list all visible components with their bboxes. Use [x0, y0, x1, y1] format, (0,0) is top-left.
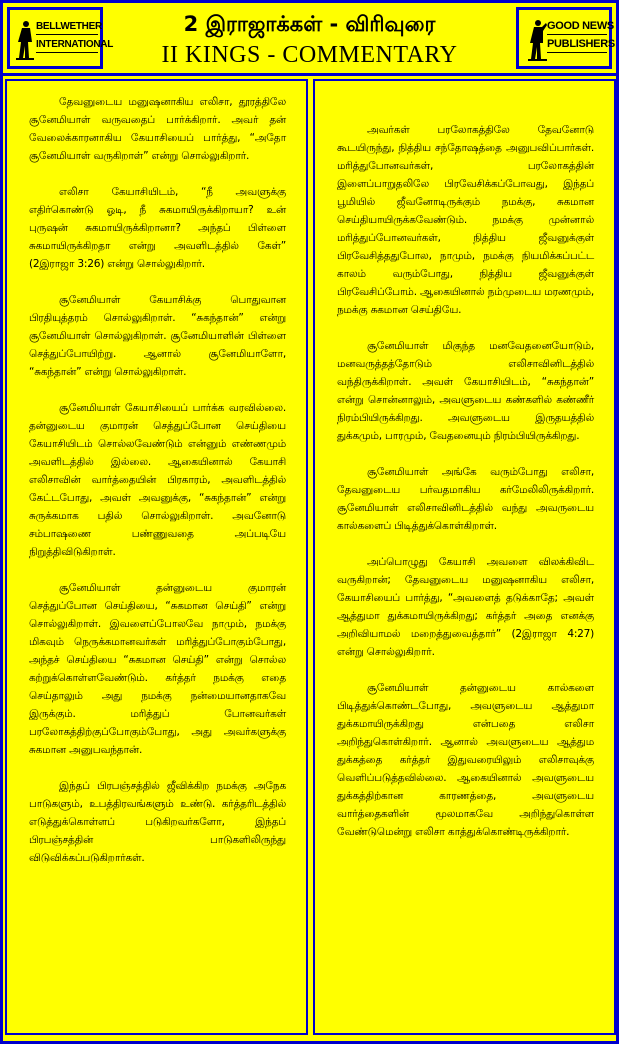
paragraph: தேவனுடைய மனுஷனாகிய எலிசா, தூரத்திலே சூனேமியாள் வருவதைப் பார்க்கிறார். அவர் தன் வேலைக்காரனாகிய கேயாசியைப் பார்த்து, “அதோ சூனேமியாள் வருகிறாள்” என்று சொல்லுகிறார். [29, 96, 286, 162]
logo-line-2: INTERNATIONAL [36, 38, 98, 53]
paragraph: சூனேமியாள் அங்கே வரும்போது எலிசா, தேவனுடைய பர்வதமாகிய கர்மேலிலிருக்கிறார். சூனேமியாள் எலிசாவினிடத்தில் வந்து அவருடைய கால்களைப் பிடித்துக்கொள்கிறாள். [337, 466, 594, 532]
right-column [313, 79, 616, 1035]
logo-line-1: BELLWETHER [36, 20, 98, 35]
paragraph: சூனேமியாள் தன்னுடைய கால்களை பிடித்துக்கொண்டபோது, அவளுடைய ஆத்துமா துக்கமாயிருக்கிறது என்பதை எலிசா அறிந்துகொள்கிறார். ஆனால் அவளுடைய ஆத்தும துக்கத்தை கர்த்தர் இதுவரையிலும் எலிசாவுக்கு வெளிப்படுத்தவில்லை. ஆகையினால் அவளுடைய துக்கத்திற்கான காரணத்தை, அவளுடைய வார்த்தைகளின் மூலமாகவே அறிந்துகொள்ள வேண்டுமென்று எலிசா காத்துக்கொண்டிருக்கிறார். [337, 682, 594, 838]
herald-figure-icon [527, 19, 547, 61]
paragraph: சூனேமியாள் கேயாசியைப் பார்க்க வரவில்லை. தன்னுடைய குமாரன் செத்துப்போன செய்தியை கேயாசியிடம் சொல்லவேண்டும் என்னும் எண்ணமும் அவளிடத்தில் இல்லை. ஆகையினால் கேயாசி எலிசாவின் வார்த்தையின் பிரகாரம், அவளிடத்தில் கேட்டபோது, அவள் அவனுக்கு, “சுகந்தான்” என்று சுருக்கமாக பதில் சொல்லுகிறாள். அவனோடு சம்பாஷணை பண்ணுவதை அப்படியே நிறுத்திவிடுகிறாள். [29, 402, 286, 558]
header [3, 3, 616, 76]
paragraph: அப்பொழுது கேயாசி அவளை விலக்கிவிட வருகிறான்; தேவனுடைய மனுஷனாகிய எலிசா, கேயாசியைப் பார்த்து, “அவளைத் தடுக்காதே; அவள் ஆத்துமா துக்கமாயிருக்கிறது; கர்த்தர் அதை எனக்கு அறிவியாமல் மறைத்துவைத்தார்” (2இராஜா 4:27) என்று சொல்லுகிறார். [337, 556, 594, 658]
left-column [5, 79, 308, 1035]
logo-line-2: PUBLISHERS [547, 38, 607, 53]
paragraph: அவர்கள் பரலோகத்திலே தேவனோடு கூடயிருந்து, நித்திய சந்தோஷத்தை அனுபவிப்பார்கள். மரித்துபோனவர்கள், பரலோகத்தின் இளைப்பாறுதலிலே பிரவேசிக்கப்போவது, இந்தப் பூமியில் ஜீவனோடிருக்கும் நமக்கு, சுகமான செய்தியாயிருக்கவேண்டும். நமக்கு முன்னால் மரித்துப்போனவர்கள், நித்திய ஜீவனுக்குள் பிரவேசித்ததுபோல, நாமும், நமக்கு நியமிக்கப்பட்ட காலம் வரும்போது, நித்திய ஜீவனுக்குள் பிரவேசிப்போம். ஆகையினால் நம்முடைய மரணமும், நமக்கு சுகமான செய்தியே. [337, 124, 594, 316]
paragraph: சூனேமியாள் மிகுந்த மனவேதனையோடும், மனவருத்தத்தோடும் எலிசாவினிடத்தில் வந்திருக்கிறாள். அவள் கேயாசியிடம், “சுகந்தான்” என்று சொன்னாலும், அவளுடைய கண்களில் கண்ணீர் நிரம்பியிருக்கிறது. அவளுடைய இருதயத்தில் துக்கமும், பாரமும், வேதனையும் நிரம்பியிருக்கிறது. [337, 340, 594, 442]
logo-line-1: GOOD NEWS [547, 20, 607, 35]
paragraph: சூனேமியாள் தன்னுடைய குமாரன் செத்துப்போன செய்தியை, “சுகமான செய்தி” என்று சொல்லுகிறாள். இவளைப்போலவே நாமும், நமக்கு மிகவும் நெருக்கமானவர்கள் மரித்துப்போகும்போது, அந்தச் செய்தியை “சுகமான செய்தி” என்று சொல்ல கற்றுக்கொள்ளவேண்டும். கர்த்தர் நமக்கு எதை செய்தாலும் அது நமக்கு நன்மையானதாகவே இருக்கும். மரித்துப் போனவர்கள் பரலோகத்திற்குப்போகும்போது, அது அவர்களுக்கு சுகமான அனுபவந்தான். [29, 582, 286, 756]
paragraph: சூனேமியாள் கேயாசிக்கு பொதுவான பிரதியுத்தரம் சொல்லுகிறாள். “சுகந்தான்” என்று சூனேமியாள் சொல்லுகிறாள். சூனேமியாளின் பிள்ளை செத்துப்போயிற்று. ஆனால் சூனேமியாளோ, “சுகந்தான்” என்று சொல்லுகிறாள். [29, 294, 286, 378]
paragraph: இந்தப் பிரபஞ்சத்தில் ஜீவிக்கிற நமக்கு அநேக பாடுகளும், உபத்திரவங்களும் உண்டு. கர்த்தரிடத்தில் எடுத்துக்கொள்ளப் படுகிறவர்களோ, இந்தப் பிரபஞ்சத்தின் பாடுகளிலிருந்து விடுவிக்கப்படுகிறார்கள். [29, 780, 286, 864]
good-news-logo [516, 7, 615, 69]
paragraph: எலிசா கேயாசியிடம், “நீ அவளுக்கு எதிர்கொண்டு ஓடி, நீ சுகமாயிருக்கிறாயா? உன் புருஷன் சுகமாயிருக்கிறானா? அந்தப் பிள்ளை சுகமாயிருக்கிறதா என்று அவளிடத்தில் கேள்” (2இராஜா 3:26) என்று சொல்லுகிறார். [29, 186, 286, 270]
bellwether-logo [7, 7, 114, 69]
page-title-tamil: 2 இராஜாக்கள் - விரிவுரை [183, 12, 436, 36]
bellwether-figure-icon [16, 20, 34, 60]
page-title-english: II KINGS - COMMENTARY [161, 42, 458, 68]
